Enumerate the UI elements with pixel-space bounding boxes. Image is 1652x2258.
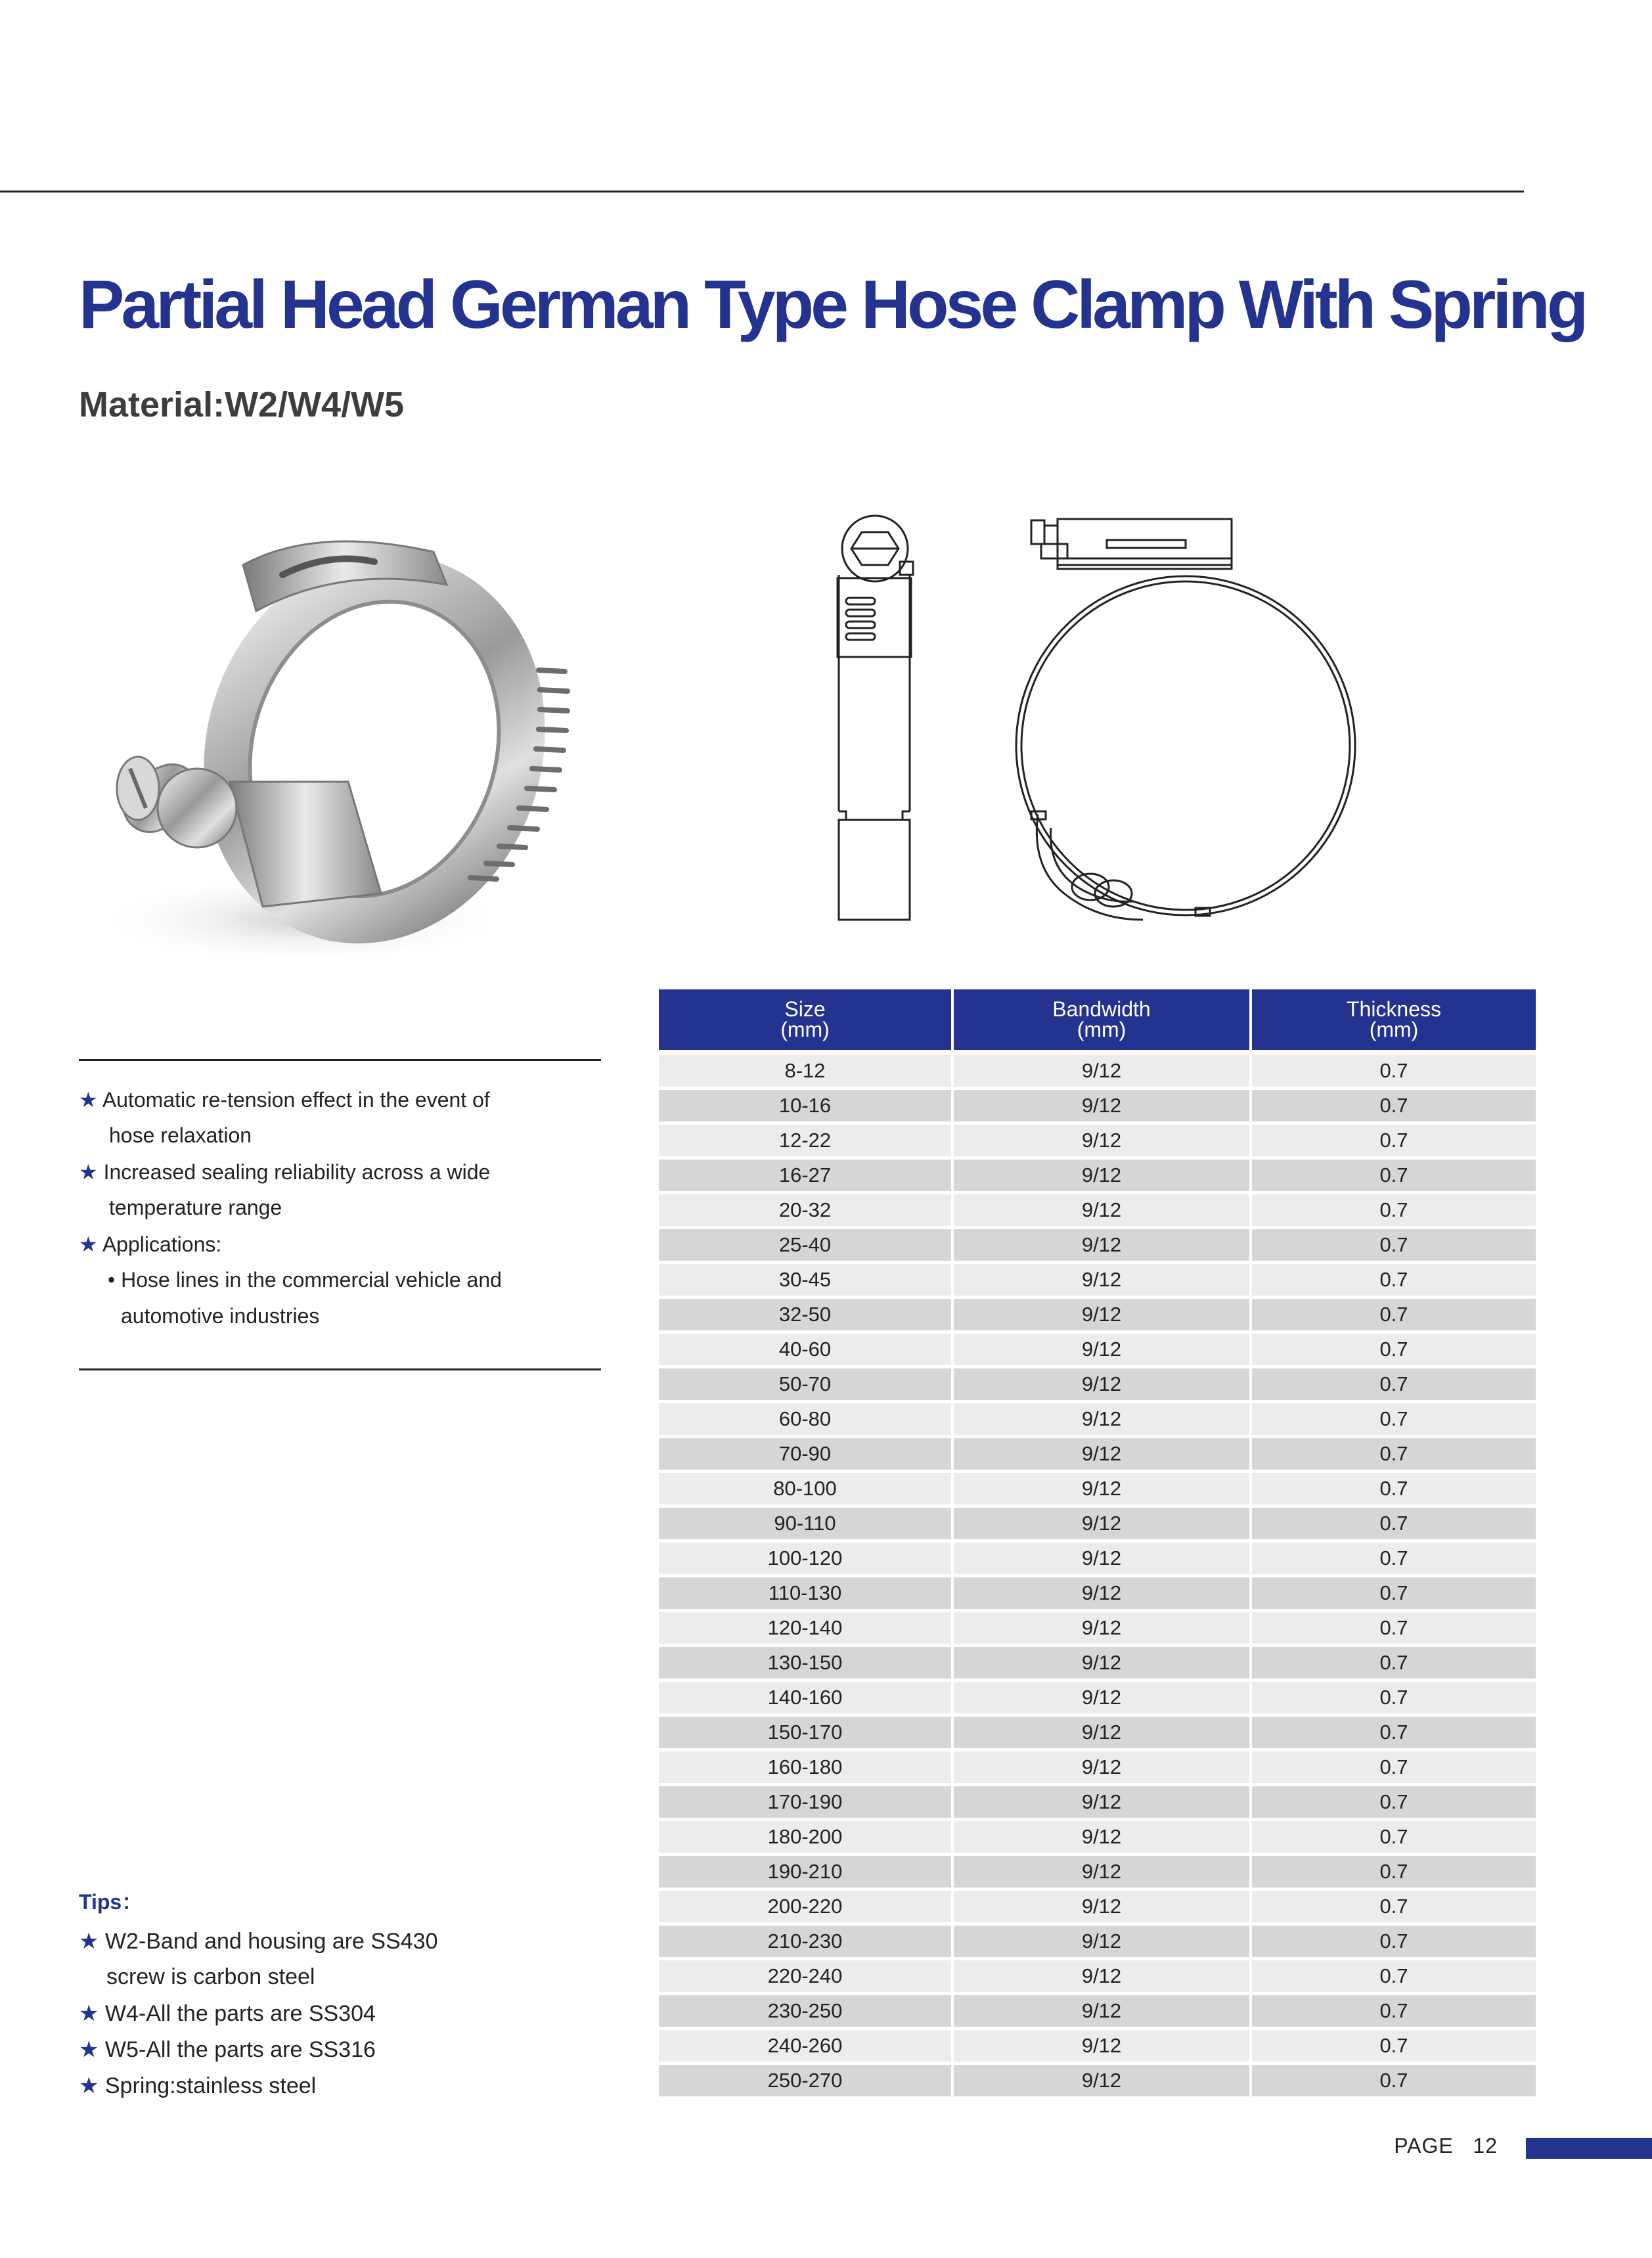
table-row xyxy=(659,1717,1536,1748)
material-subtitle: Material:W2/W4/W5 xyxy=(79,385,405,424)
thickness-cell: 0.7 xyxy=(1252,1821,1536,1853)
feature-line-5: ★ Applications: xyxy=(79,1232,222,1256)
size-cell: 230-250 xyxy=(659,1995,951,2027)
table-row xyxy=(659,1682,1536,1713)
tip-line-5: ★ Spring:stainless steel xyxy=(79,2073,317,2098)
size-cell: 170-190 xyxy=(659,1786,951,1818)
header-thickness-unit: (mm) xyxy=(1369,1018,1419,1041)
table-row xyxy=(659,1926,1536,1957)
hose-clamp-photo xyxy=(66,499,604,1038)
bandwidth-cell: 9/12 xyxy=(954,1334,1249,1365)
feature-line-6: • Hose lines in the commercial vehicle and xyxy=(108,1268,502,1292)
bandwidth-cell: 9/12 xyxy=(954,1786,1249,1818)
bandwidth-cell: 9/12 xyxy=(954,1090,1249,1121)
table-row xyxy=(659,1055,1536,1087)
bandwidth-cell: 9/12 xyxy=(954,1577,1249,1609)
bandwidth-cell: 9/12 xyxy=(954,1717,1249,1748)
table-row xyxy=(659,1577,1536,1609)
size-cell: 250-270 xyxy=(659,2065,951,2096)
thickness-cell: 0.7 xyxy=(1252,1856,1536,1887)
size-cell: 30-45 xyxy=(659,1264,951,1296)
thickness-cell: 0.7 xyxy=(1252,1891,1536,1922)
table-row xyxy=(659,1891,1536,1922)
feature-line-4: temperature range xyxy=(109,1196,282,1219)
size-cell: 10-16 xyxy=(659,1090,951,1121)
feature-line-2: hose relaxation xyxy=(109,1123,252,1147)
bandwidth-cell: 9/12 xyxy=(954,1751,1249,1783)
table-header xyxy=(659,989,1536,1050)
table-body xyxy=(659,1055,1536,2096)
thickness-cell: 0.7 xyxy=(1252,1543,1536,1574)
bandwidth-cell: 9/12 xyxy=(954,1160,1249,1191)
table-row xyxy=(659,1543,1536,1574)
header-size xyxy=(659,989,951,1050)
spec-table xyxy=(659,989,1536,2100)
table-row xyxy=(659,1856,1536,1887)
bandwidth-cell: 9/12 xyxy=(954,1647,1249,1679)
thickness-cell: 0.7 xyxy=(1252,1229,1536,1261)
size-cell: 8-12 xyxy=(659,1055,951,1087)
table-row xyxy=(659,1995,1536,2027)
header-bandwidth-unit: (mm) xyxy=(1077,1018,1127,1041)
table-row xyxy=(659,1960,1536,1992)
size-cell: 80-100 xyxy=(659,1473,951,1504)
page-title: Partial Head German Type Hose Clamp With Spring xyxy=(79,267,1586,343)
tip-line-1: ★ W2-Band and housing are SS430 xyxy=(79,1929,438,1954)
thickness-cell: 0.7 xyxy=(1252,1926,1536,1957)
page-footer xyxy=(1394,2134,1498,2158)
table-row xyxy=(659,1438,1536,1470)
feature-line-1: ★ Automatic re-tension effect in the event of xyxy=(79,1088,490,1112)
bandwidth-cell: 9/12 xyxy=(954,1299,1249,1330)
size-cell: 200-220 xyxy=(659,1891,951,1922)
bandwidth-cell: 9/12 xyxy=(954,1055,1249,1087)
bandwidth-cell: 9/12 xyxy=(954,1682,1249,1713)
table-row xyxy=(659,1786,1536,1818)
header-size-name: Size xyxy=(784,997,826,1021)
thickness-cell: 0.7 xyxy=(1252,1055,1536,1087)
table-row xyxy=(659,1612,1536,1644)
technical-drawings xyxy=(815,499,1406,959)
size-cell: 110-130 xyxy=(659,1577,951,1609)
thickness-cell: 0.7 xyxy=(1252,1647,1536,1679)
size-cell: 160-180 xyxy=(659,1751,951,1783)
size-cell: 60-80 xyxy=(659,1403,951,1435)
size-cell: 210-230 xyxy=(659,1926,951,1957)
thickness-cell: 0.7 xyxy=(1252,1299,1536,1330)
thickness-cell: 0.7 xyxy=(1252,2030,1536,2062)
tips-title: Tips： xyxy=(79,1890,143,1914)
size-cell: 20-32 xyxy=(659,1194,951,1226)
table-row xyxy=(659,1508,1536,1539)
tip-line-4: ★ W5-All the parts are SS316 xyxy=(79,2037,376,2062)
side-view-drawing xyxy=(837,516,913,920)
thickness-cell: 0.7 xyxy=(1252,1090,1536,1121)
table-row xyxy=(659,1299,1536,1330)
size-cell: 130-150 xyxy=(659,1647,951,1679)
bandwidth-cell: 9/12 xyxy=(954,1926,1249,1957)
thickness-cell: 0.7 xyxy=(1252,1473,1536,1504)
bandwidth-cell: 9/12 xyxy=(954,2065,1249,2096)
bandwidth-cell: 9/12 xyxy=(954,1543,1249,1574)
size-cell: 120-140 xyxy=(659,1612,951,1644)
header-thickness-name: Thickness xyxy=(1346,997,1442,1021)
thickness-cell: 0.7 xyxy=(1252,1194,1536,1226)
table-row xyxy=(659,1090,1536,1121)
table-row xyxy=(659,1229,1536,1261)
size-cell: 140-160 xyxy=(659,1682,951,1713)
feature-line-3: ★ Increased sealing reliability across a wide xyxy=(79,1160,491,1184)
bandwidth-cell: 9/12 xyxy=(954,1856,1249,1887)
thickness-cell: 0.7 xyxy=(1252,1508,1536,1539)
size-cell: 100-120 xyxy=(659,1543,951,1574)
thickness-cell: 0.7 xyxy=(1252,1334,1536,1365)
table-row xyxy=(659,1821,1536,1853)
bandwidth-cell: 9/12 xyxy=(954,1821,1249,1853)
thickness-cell: 0.7 xyxy=(1252,1995,1536,2027)
thickness-cell: 0.7 xyxy=(1252,1264,1536,1296)
thickness-cell: 0.7 xyxy=(1252,1960,1536,1992)
bandwidth-cell: 9/12 xyxy=(954,2030,1249,2062)
thickness-cell: 0.7 xyxy=(1252,1751,1536,1783)
top-rule xyxy=(0,191,1524,192)
feature-line-7: automotive industries xyxy=(121,1304,320,1328)
thickness-cell: 0.7 xyxy=(1252,1682,1536,1713)
table-row xyxy=(659,1403,1536,1435)
table-row xyxy=(659,1125,1536,1156)
header-thickness xyxy=(1252,989,1536,1050)
table-row xyxy=(659,2065,1536,2096)
size-cell: 32-50 xyxy=(659,1299,951,1330)
thickness-cell: 0.7 xyxy=(1252,1160,1536,1191)
feature-list xyxy=(79,1059,601,1370)
page-accent-bar xyxy=(1526,2138,1652,2159)
thickness-cell: 0.7 xyxy=(1252,1403,1536,1435)
bandwidth-cell: 9/12 xyxy=(954,1960,1249,1992)
table-row xyxy=(659,1264,1536,1296)
thickness-cell: 0.7 xyxy=(1252,2065,1536,2096)
front-view-drawing xyxy=(1016,519,1355,920)
thickness-cell: 0.7 xyxy=(1252,1577,1536,1609)
thickness-cell: 0.7 xyxy=(1252,1717,1536,1748)
size-cell: 12-22 xyxy=(659,1125,951,1156)
bandwidth-cell: 9/12 xyxy=(954,1508,1249,1539)
size-cell: 190-210 xyxy=(659,1856,951,1887)
table-row xyxy=(659,1334,1536,1365)
thickness-cell: 0.7 xyxy=(1252,1368,1536,1400)
size-cell: 180-200 xyxy=(659,1821,951,1853)
table-row xyxy=(659,1473,1536,1504)
size-cell: 40-60 xyxy=(659,1334,951,1365)
bandwidth-cell: 9/12 xyxy=(954,1995,1249,2027)
header-bandwidth xyxy=(954,989,1249,1050)
table-row xyxy=(659,1751,1536,1783)
tip-line-2: screw is carbon steel xyxy=(106,1964,315,1989)
thickness-cell: 0.7 xyxy=(1252,1438,1536,1470)
size-cell: 240-260 xyxy=(659,2030,951,2062)
bandwidth-cell: 9/12 xyxy=(954,1438,1249,1470)
bandwidth-cell: 9/12 xyxy=(954,1891,1249,1922)
bandwidth-cell: 9/12 xyxy=(954,1368,1249,1400)
size-cell: 150-170 xyxy=(659,1717,951,1748)
tip-line-3: ★ W4-All the parts are SS304 xyxy=(79,2001,376,2026)
bandwidth-cell: 9/12 xyxy=(954,1473,1249,1504)
table-row xyxy=(659,2030,1536,2062)
table-row xyxy=(659,1160,1536,1191)
header-bandwidth-name: Bandwidth xyxy=(1052,997,1151,1021)
table-row xyxy=(659,1368,1536,1400)
bandwidth-cell: 9/12 xyxy=(954,1229,1249,1261)
size-cell: 16-27 xyxy=(659,1160,951,1191)
bandwidth-cell: 9/12 xyxy=(954,1612,1249,1644)
thickness-cell: 0.7 xyxy=(1252,1786,1536,1818)
page-number: 12 xyxy=(1473,2134,1498,2157)
size-cell: 70-90 xyxy=(659,1438,951,1470)
size-cell: 220-240 xyxy=(659,1960,951,1992)
header-size-unit: (mm) xyxy=(780,1018,830,1041)
table-row xyxy=(659,1647,1536,1679)
thickness-cell: 0.7 xyxy=(1252,1612,1536,1644)
thickness-cell: 0.7 xyxy=(1252,1125,1536,1156)
bandwidth-cell: 9/12 xyxy=(954,1403,1249,1435)
page-label: PAGE xyxy=(1394,2134,1454,2157)
bandwidth-cell: 9/12 xyxy=(954,1194,1249,1226)
bandwidth-cell: 9/12 xyxy=(954,1264,1249,1296)
table-row xyxy=(659,1194,1536,1226)
size-cell: 25-40 xyxy=(659,1229,951,1261)
size-cell: 50-70 xyxy=(659,1368,951,1400)
size-cell: 90-110 xyxy=(659,1508,951,1539)
bandwidth-cell: 9/12 xyxy=(954,1125,1249,1156)
